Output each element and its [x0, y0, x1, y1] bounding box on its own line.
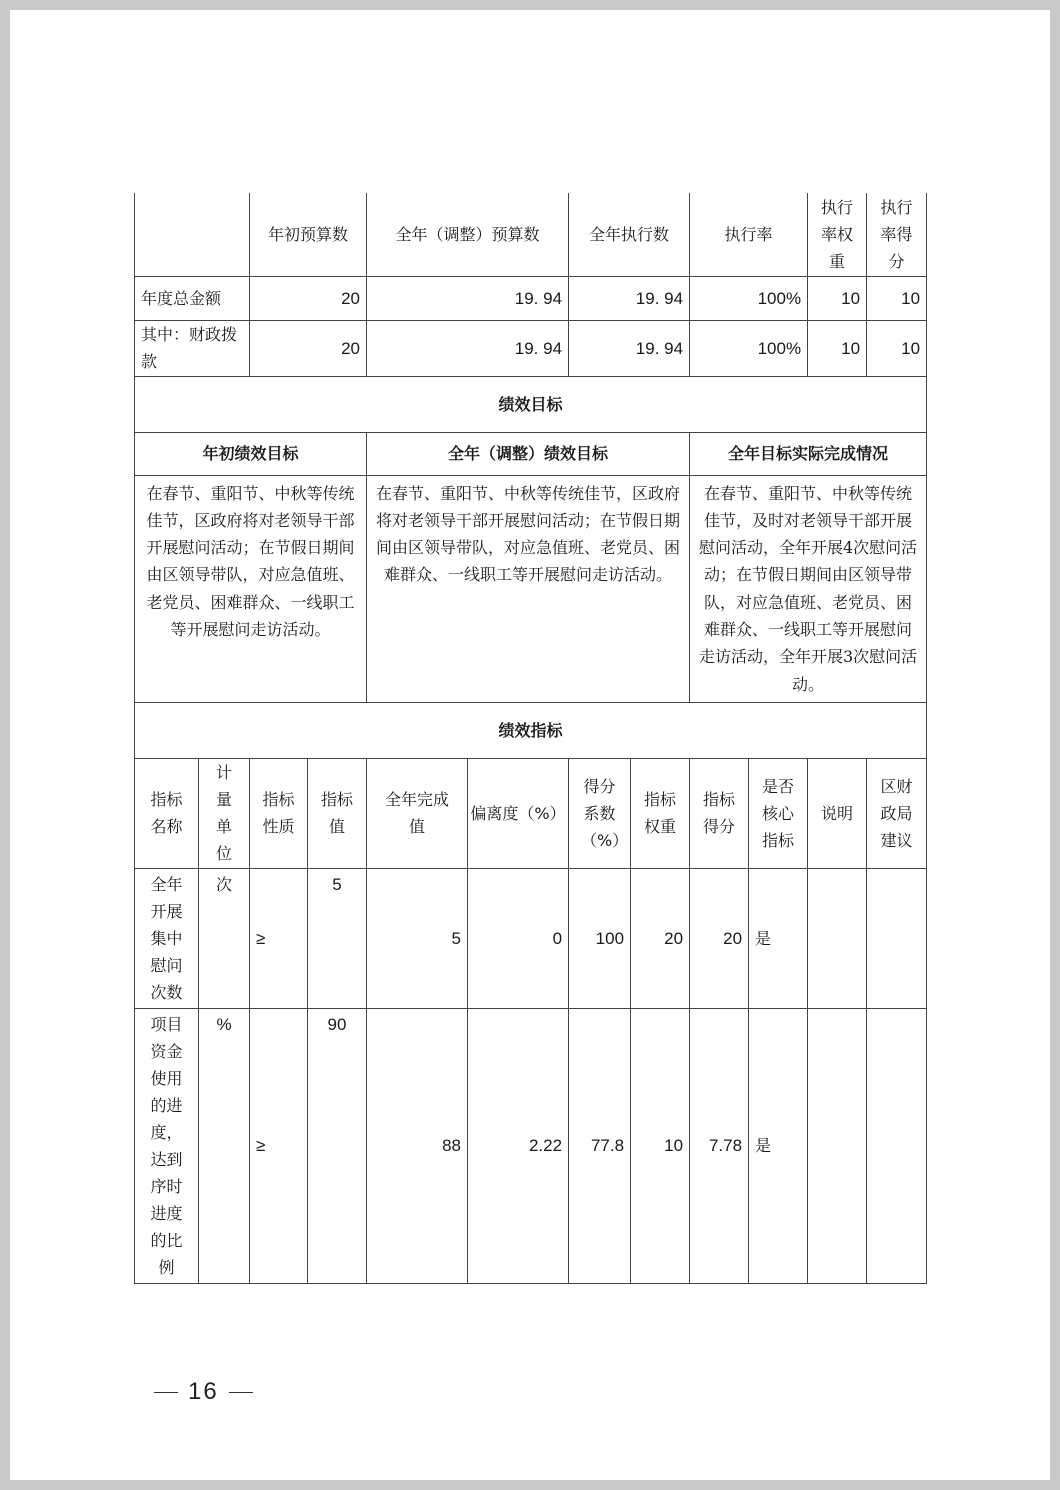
budget-executed: 19. 94	[569, 276, 690, 320]
ind-weight: 20	[631, 868, 690, 1008]
ind-score: 7.78	[690, 1008, 749, 1283]
ind-header-weight: 指标权重	[631, 758, 690, 868]
budget-executed: 19. 94	[569, 320, 690, 376]
ind-unit: 次	[199, 868, 250, 1008]
ind-nature: ≥	[250, 868, 308, 1008]
ind-header-note: 说明	[808, 758, 867, 868]
goals-actual-text: 在春节、重阳节、中秋等传统佳节，及时对老领导干部开展慰问活动，全年开展4次慰问活动；在节假日期间由区领导带队，对应急值班、老党员、困难群众、一线职工等开展慰问走访活动，全年开展3次慰问活动。	[690, 475, 927, 702]
budget-weight: 10	[808, 320, 867, 376]
goals-adjusted-text: 在春节、重阳节、中秋等传统佳节，区政府将对老领导干部开展慰问活动；在节假日期间由区领导带队，对应急值班、老党员、困难群众、一线职工等开展慰问走访活动。	[367, 475, 690, 702]
ind-header-core: 是否核心指标	[749, 758, 808, 868]
budget-header-rate: 执行率	[690, 193, 808, 276]
ind-unit: %	[199, 1008, 250, 1283]
budget-initial: 20	[250, 276, 367, 320]
ind-advice	[867, 868, 927, 1008]
budget-adjusted: 19. 94	[367, 320, 569, 376]
ind-coefficient: 77.8	[569, 1008, 631, 1283]
budget-header-adjusted: 全年（调整）预算数	[367, 193, 569, 276]
ind-header-advice: 区财政局建议	[867, 758, 927, 868]
ind-note	[808, 1008, 867, 1283]
ind-header-completed: 全年完成值	[367, 758, 468, 868]
ind-value: 90	[308, 1008, 367, 1283]
budget-adjusted: 19. 94	[367, 276, 569, 320]
ind-note	[808, 868, 867, 1008]
goals-initial-text: 在春节、重阳节、中秋等传统佳节，区政府将对老领导干部开展慰问活动；在节假日期间由区领导带队，对应急值班、老党员、困难群众、一线职工等开展慰问走访活动。	[135, 475, 367, 702]
performance-table	[134, 193, 927, 1284]
ind-nature: ≥	[250, 1008, 308, 1283]
budget-header-executed: 全年执行数	[569, 193, 690, 276]
dash-left	[154, 1392, 178, 1393]
budget-corner-cell	[135, 193, 250, 276]
ind-deviation: 0	[468, 868, 569, 1008]
budget-rate: 100%	[690, 320, 808, 376]
ind-score: 20	[690, 868, 749, 1008]
ind-header-deviation: 偏离度（%）	[468, 758, 569, 868]
table-row	[135, 1008, 927, 1283]
budget-initial: 20	[250, 320, 367, 376]
ind-coefficient: 100	[569, 868, 631, 1008]
budget-row-label: 年度总金额	[135, 276, 250, 320]
ind-header-score: 指标得分	[690, 758, 749, 868]
ind-value: 5	[308, 868, 367, 1008]
budget-header-initial: 年初预算数	[250, 193, 367, 276]
budget-weight: 10	[808, 276, 867, 320]
ind-completed: 5	[367, 868, 468, 1008]
table-row	[135, 276, 927, 320]
ind-header-coefficient: 得分系数（%）	[569, 758, 631, 868]
goals-header-actual: 全年目标实际完成情况	[690, 432, 927, 475]
budget-header-score: 执行 率得 分	[867, 193, 927, 276]
goals-header-initial: 年初绩效目标	[135, 432, 367, 475]
ind-header-nature: 指标性质	[250, 758, 308, 868]
budget-score: 10	[867, 320, 927, 376]
ind-deviation: 2.22	[468, 1008, 569, 1283]
dash-right	[229, 1392, 253, 1393]
ind-weight: 10	[631, 1008, 690, 1283]
indicators-section-title: 绩效指标	[135, 702, 927, 758]
ind-header-value: 指标值	[308, 758, 367, 868]
ind-name: 项目资金使用的进度，达到序时进度的比例	[135, 1008, 199, 1283]
ind-name: 全年开展集中慰问次数	[135, 868, 199, 1008]
table-row	[135, 320, 927, 376]
ind-core: 是	[749, 1008, 808, 1283]
ind-completed: 88	[367, 1008, 468, 1283]
ind-header-unit: 计量单位	[199, 758, 250, 868]
goals-header-adjusted: 全年（调整）绩效目标	[367, 432, 690, 475]
budget-row-label: 其中：财政拨款	[135, 320, 250, 376]
page-number-value: 16	[188, 1378, 219, 1405]
budget-score: 10	[867, 276, 927, 320]
table-row	[135, 868, 927, 1008]
ind-core: 是	[749, 868, 808, 1008]
goals-section-title: 绩效目标	[135, 376, 927, 432]
ind-header-name: 指标名称	[135, 758, 199, 868]
budget-rate: 100%	[690, 276, 808, 320]
page-number	[144, 1378, 263, 1406]
ind-advice	[867, 1008, 927, 1283]
document-page	[10, 10, 1050, 1480]
budget-header-weight: 执行 率权 重	[808, 193, 867, 276]
